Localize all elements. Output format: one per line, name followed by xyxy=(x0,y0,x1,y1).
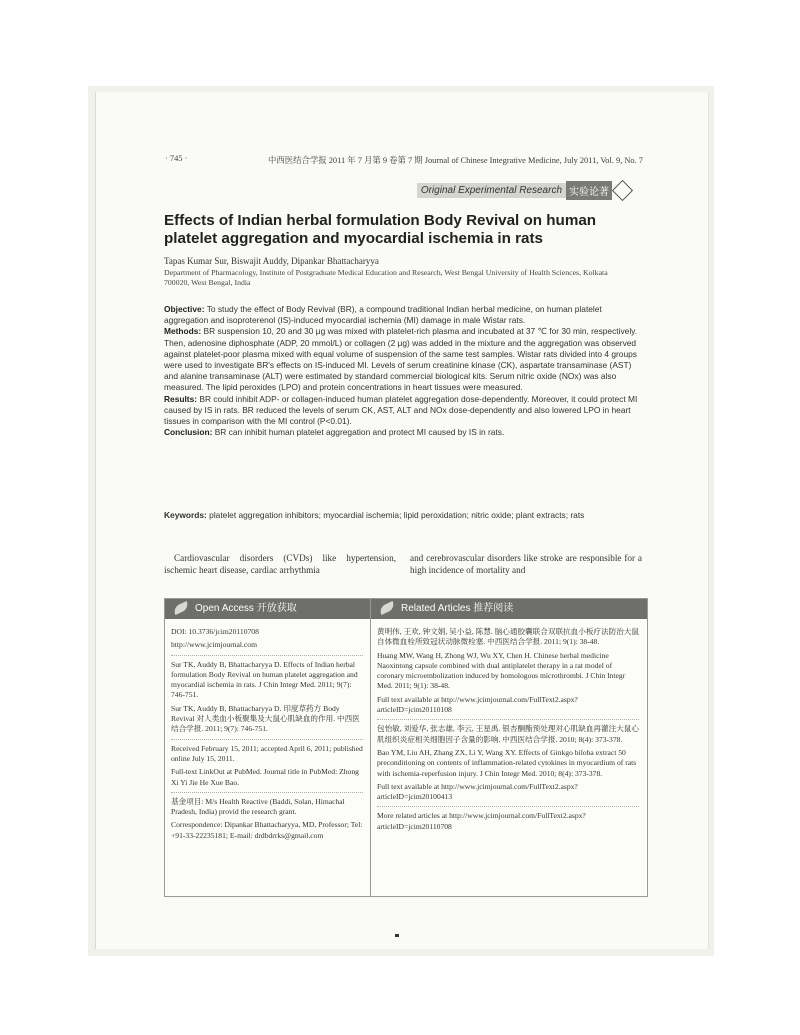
leaf-icon xyxy=(378,601,396,615)
related-ref-2-link[interactable]: Full text available at http://www.jcimjournal.com/FullText2.aspx?articleID=jcim20100413 xyxy=(377,781,578,802)
journal-line: 中西医结合学报 2011 年 7 月第 9 卷第 7 期 Journal of Chinese Integrative Medicine, July 2011, Vol. 9, No. 7 xyxy=(268,156,643,165)
intro-right-column: and cerebrovascular disorders like stroke are responsible for a high incidence of mortality and xyxy=(410,553,642,575)
objective-label: Objective: xyxy=(164,304,205,314)
conclusion-label: Conclusion: xyxy=(164,427,213,438)
intro-left-column: Cardiovascular disorders (CVDs) like hypertension, ischemic heart disease, cardiac arrhythmia xyxy=(164,553,396,575)
journal-url[interactable]: http://www.jcimjournal.com xyxy=(171,640,257,650)
keywords-text: platelet aggregation inhibitors; myocardial ischemia; lipid peroxidation; nitric oxide; plant extracts; rats xyxy=(209,510,585,520)
funding: 基金项目: M/s Health Reactive (Baddi, Solan, Himachal Pradesh, India) provid the research grant. xyxy=(171,796,345,817)
divider xyxy=(377,806,639,807)
abstract-objective xyxy=(164,304,642,326)
related-ref-1-zh: 黄明伟, 王欢, 钟文娟, 吴小益, 陈慧. 脑心通胶囊联合双联抗血小板疗法防治大鼠自体微血栓所致冠状动脉微栓塞. 中西医结合学报. 2011; 9(1): 38-48. xyxy=(377,627,639,647)
open-access-column xyxy=(171,627,363,844)
divider xyxy=(171,655,363,656)
objective-text: To study the effect of Body Revival (BR), a compound traditional Indian herbal medicine, on human platelet aggregation and isoproterenol (IS)-induced myocardial ischemia (MI) damage in male Wistar rats. xyxy=(164,304,602,326)
citation-zh: Sur TK, Auddy B, Bhattacharyya D. 印度草药方 Body Revival 对人类血小板聚集及大鼠心肌缺血的作用. 中西医结合学报. 2011; 9(7): 746-751. xyxy=(171,703,360,734)
divider xyxy=(377,719,639,720)
related-ref-1-en: Huang MW, Wang H, Zhong WJ, Wu XY, Chen H. Chinese herbal medicine Naoxintong capsule combined with dual antiplatelet therapy in a rat model of coronary microembolization induced by homologous microthrombi. J Chin Integr Med. 2011; 9(1): 38-48. xyxy=(377,650,626,691)
abstract-conclusion xyxy=(164,427,642,438)
affiliation: Department of Pharmacology, Institute of Postgraduate Medical Education and Research, West Bengal University of Health Sciences, Kolkata 700020, West Bengal, India xyxy=(164,268,608,287)
diamond-icon xyxy=(612,179,633,200)
doi[interactable]: DOI: 10.3736/jcim20110708 xyxy=(171,627,259,636)
more-related-link[interactable]: More related articles at http://www.jcimjournal.com/FullText2.aspx?articleID=jcim20110708 xyxy=(377,811,586,831)
article-title: Effects of Indian herbal formulation Body Revival on human platelet aggregation and myocardial ischemia in rats xyxy=(164,212,597,247)
related-ref-1-link[interactable]: Full text available at http://www.jcimjournal.com/FullText2.aspx?articleID=jcim20110108 xyxy=(377,694,578,715)
related-ref-2-zh: 包怡敏, 刘爱华, 张志雄, 李云, 王星禹. 银杏酮酯预处理对心肌缺血再灌注大鼠心肌组织炎症相关细胞因子含量的影响. 中西医结合学报. 2010; 8(4): 373-378. xyxy=(377,724,639,744)
history-dates: Received February 15, 2011; accepted April 6, 2011; published online July 15, 2011. xyxy=(171,743,363,763)
column-divider xyxy=(370,599,371,896)
section-label-en: Original Experimental Research xyxy=(417,183,566,198)
page-number: · 745 · xyxy=(165,154,188,163)
section-label-zh: 实验论著 xyxy=(566,181,612,200)
abstract xyxy=(164,304,642,438)
author-list: Tapas Kumar Sur, Biswajit Auddy, Dipankar Bhattacharyya xyxy=(164,256,379,266)
related-articles-column xyxy=(377,627,639,835)
keywords xyxy=(164,510,642,521)
leaf-icon xyxy=(172,601,190,615)
abstract-methods xyxy=(164,326,642,393)
results-text: BR could inhibit ADP- or collagen-induced human platelet aggregation dose-dependently. Moreover, it could protect MI caused by IS in rats. BR reduced the levels of serum CK, AST, ALT and NOx dose-dependently and also lowered LPO in heart tissues in comparison with the MI control (P<0.01). xyxy=(164,393,638,427)
info-box xyxy=(164,598,648,897)
scan-speck xyxy=(395,934,399,937)
results-label: Results: xyxy=(164,393,198,404)
keywords-label: Keywords: xyxy=(164,510,207,520)
running-head xyxy=(165,154,643,166)
citation-en: Sur TK, Auddy B, Bhattacharyya D. Effects of Indian herbal formulation Body Revival on human platelet aggregation and myocardial ischemia in rats. J Chin Integr Med. 2011; 9(7): 746-751. xyxy=(171,659,358,700)
section-label xyxy=(398,181,630,199)
related-ref-2-en: Bao YM, Liu AH, Zhang ZX, Li Y, Wang XY. Effects of Ginkgo biloba extract 50 preconditioning on contents of inflammation-related cytokines in myocardium of rats with ischemia-reperfusion injury. J Chin Integr Med. 2010; 8(4): 373-378. xyxy=(377,747,637,778)
divider xyxy=(171,792,363,793)
divider xyxy=(171,739,363,740)
methods-label: Methods: xyxy=(164,326,202,337)
pubmed-linkout: Full-text LinkOut at PubMed. Journal title in PubMed: Zhong Xi Yi Jie He Xue Bao. xyxy=(171,767,359,787)
conclusion-text: BR can inhibit human platelet aggregation and protect MI caused by IS in rats. xyxy=(214,427,505,438)
correspondence: Correspondence: Dipankar Bhattacharyya, MD, Professor; Tel: +91-33-22235181; E-mail: drdbdrrks@gmail.com xyxy=(171,820,363,840)
related-articles-title: Related Articles 推荐阅读 xyxy=(401,603,514,614)
open-access-heading xyxy=(165,599,370,619)
related-articles-heading xyxy=(371,599,647,619)
abstract-results xyxy=(164,394,642,428)
open-access-title: Open Access 开放获取 xyxy=(195,603,297,614)
methods-text: BR suspension 10, 20 and 30 μg was mixed with platelet-rich plasma and incubated at 37 ℃ for 30 min, respectively. Then, adenosine diphosphate (ADP, 20 mmol/L) or collagen (2 μg) was added in the mixture and the aggregation was observed against platelet-poor plasma mixed with equal volume of suspension of the same test samples. Wistar rats divided into 4 groups were used to investigate BR's effects on IS-induced MI. Levels of serum creatinine kinase (CK), aspartate transaminase (AST) and alanine transaminase (ALT) were estimated by standard commercial biological kits. Serum nitric oxide (NOx) was also measured. The lipid peroxides (LPO) and protein concentrations in heart tissues were measured. xyxy=(164,326,638,393)
